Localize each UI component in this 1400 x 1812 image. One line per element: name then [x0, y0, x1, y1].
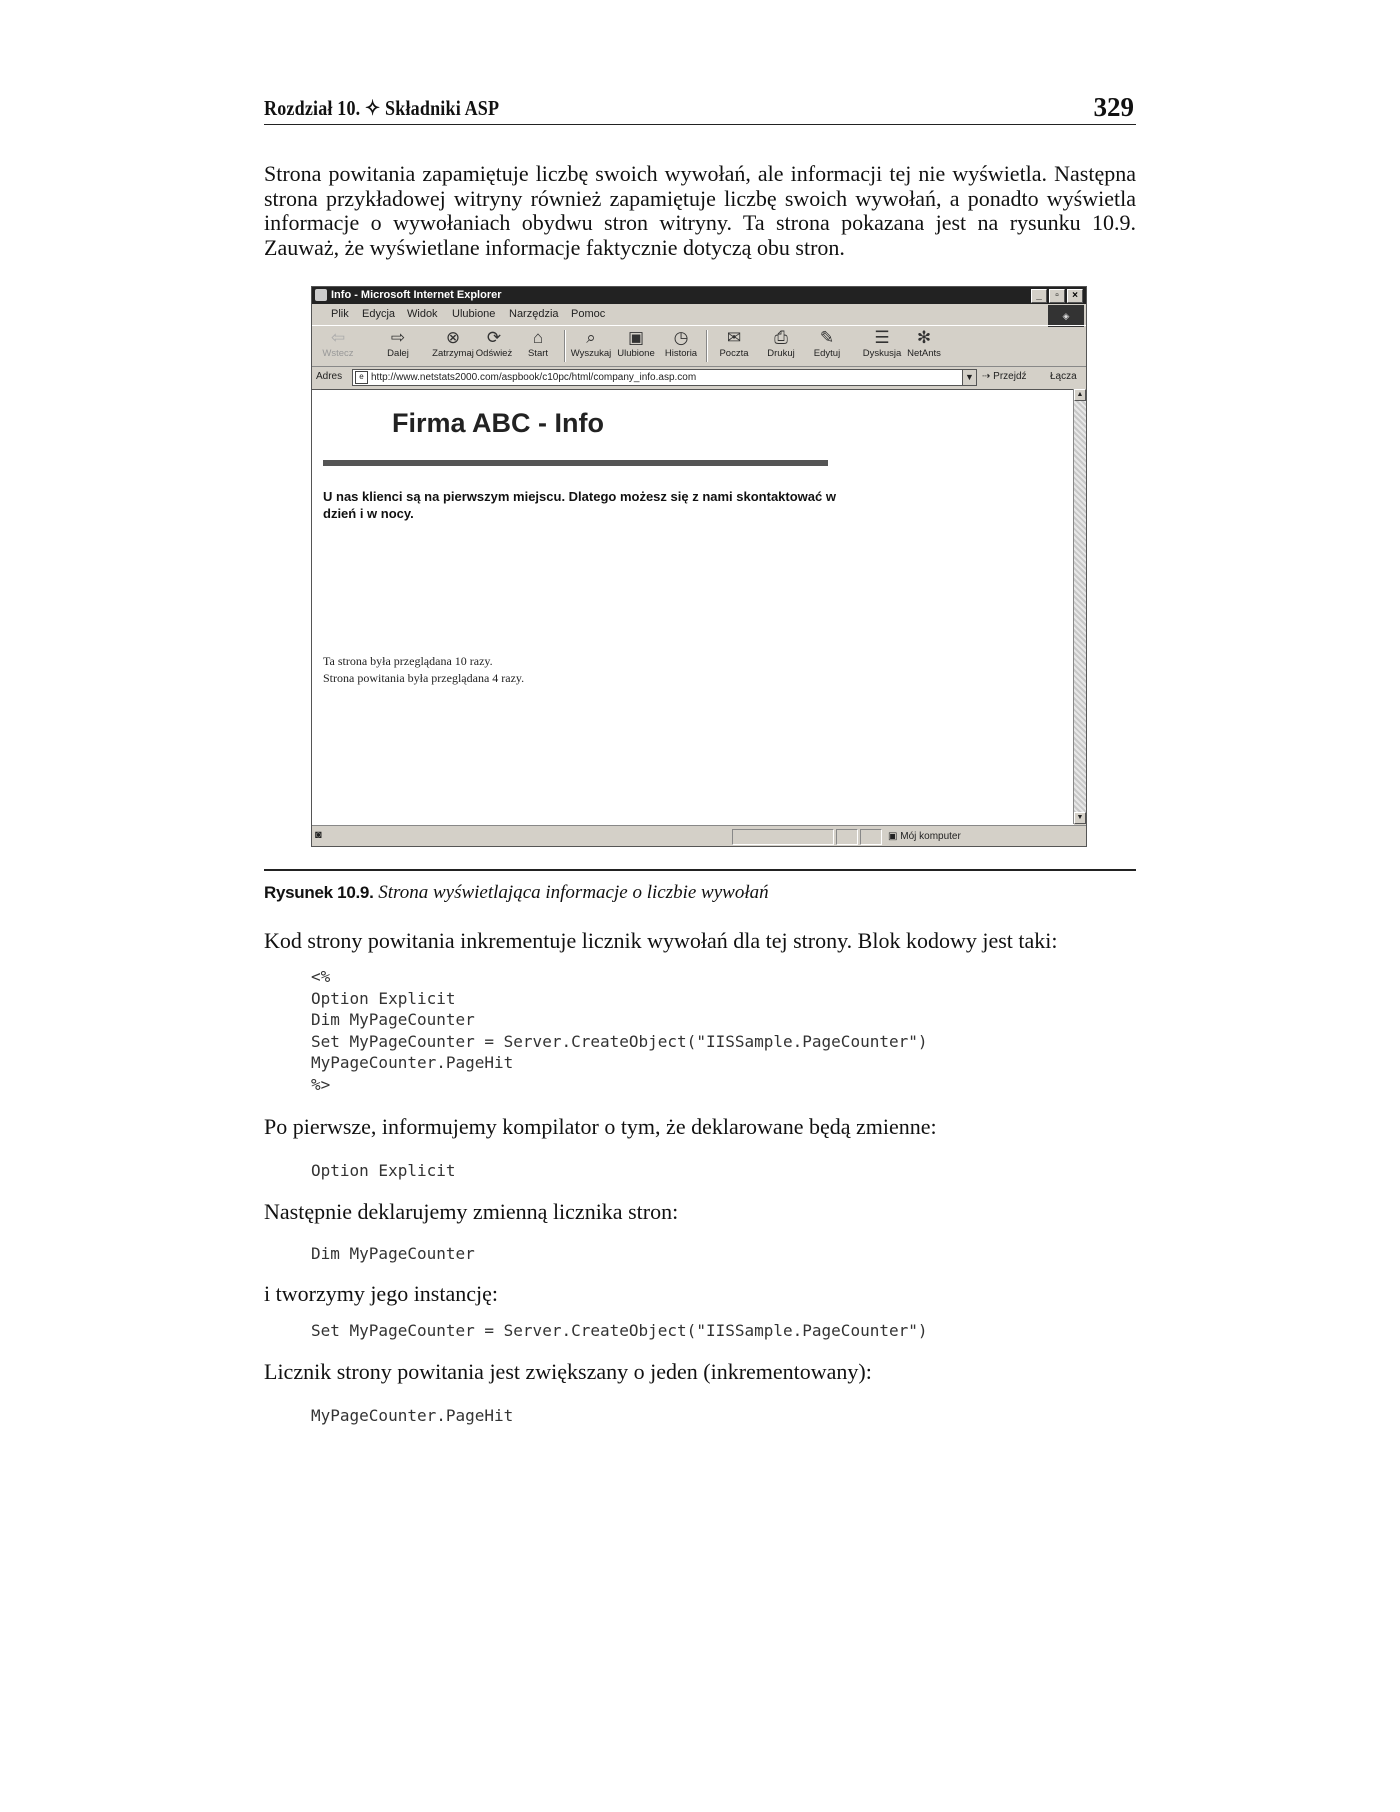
- site-horizontal-rule: [323, 460, 828, 466]
- security-zone: ▣ Mój komputer: [888, 831, 961, 842]
- scroll-up-icon[interactable]: ▲: [1074, 389, 1086, 401]
- figure-caption: [264, 882, 769, 904]
- paragraph-5: i tworzymy jego instancję:: [264, 1281, 498, 1306]
- site-body-text: U nas klienci są na pierwszym miejscu. Dlatego możesz się z nami skontaktować w dzień i w nocy.: [323, 489, 836, 521]
- address-bar: [312, 367, 1086, 387]
- mail-icon: ✉: [726, 328, 742, 347]
- paragraph-6: Licznik strony powitania jest zwiększany o jeden (inkrementowany):: [264, 1359, 872, 1384]
- page-viewport: [312, 389, 1074, 825]
- netants-button[interactable]: ✻ NetAnts: [900, 328, 948, 359]
- window-title: Info - Microsoft Internet Explorer: [331, 289, 502, 301]
- status-cell: [836, 829, 858, 845]
- menu-edycja[interactable]: Edycja: [362, 308, 396, 320]
- menu-plik[interactable]: Plik: [331, 308, 349, 320]
- go-button[interactable]: ⇢ Przejdź: [982, 371, 1027, 382]
- print-button[interactable]: ⎙ Drukuj: [757, 328, 805, 359]
- toolbar-separator: [706, 330, 708, 362]
- menu-widok[interactable]: Widok: [407, 308, 438, 320]
- history-icon: ◷: [673, 328, 689, 347]
- search-button[interactable]: ⌕ Wyszukaj: [567, 328, 615, 359]
- figure-rule: [264, 869, 1136, 871]
- mail-button[interactable]: ✉ Poczta: [710, 328, 758, 359]
- figure-number: Rysunek 10.9.: [264, 883, 374, 902]
- minimize-button[interactable]: _: [1031, 289, 1047, 303]
- status-progress-cell: [732, 829, 834, 845]
- paragraph-3: Po pierwsze, informujemy kompilator o tym, że deklarowane będą zmienne:: [264, 1114, 937, 1139]
- address-input[interactable]: [352, 369, 977, 386]
- scroll-down-icon[interactable]: ▼: [1074, 812, 1086, 824]
- stop-icon: ⊗: [445, 328, 461, 347]
- page-status-icon: ◙: [315, 829, 322, 841]
- home-button[interactable]: ⌂ Start: [514, 328, 562, 359]
- menu-bar: [312, 305, 1086, 323]
- running-head: Rozdział 10. ✧ Składniki ASP: [264, 96, 500, 120]
- favorites-button[interactable]: ▣ Ulubione: [612, 328, 660, 359]
- menu-pomoc[interactable]: Pomoc: [571, 308, 606, 320]
- code-option-explicit: Option Explicit: [311, 1161, 456, 1180]
- netants-icon: ✻: [916, 328, 932, 347]
- code-dim: Dim MyPageCounter: [311, 1244, 475, 1263]
- toolbar-separator: [564, 330, 566, 362]
- maximize-button[interactable]: ▫: [1049, 289, 1065, 303]
- code-pagehit: MyPageCounter.PageHit: [311, 1406, 514, 1425]
- page-counter-text: Ta strona była przeglądana 10 razy.: [323, 654, 493, 668]
- links-button[interactable]: Łącza: [1050, 371, 1077, 382]
- code-set: Set MyPageCounter = Server.CreateObject("IISSample.PageCounter"): [311, 1321, 928, 1340]
- paragraph-4: Następnie deklarujemy zmienną licznika stron:: [264, 1199, 679, 1224]
- menu-narzedzia[interactable]: Narzędzia: [509, 308, 559, 320]
- code-block-1: <% Option Explicit Dim MyPageCounter Set MyPageCounter = Server.CreateObject("IISSample.PageCounter") MyPageCounter.PageHit %>: [311, 967, 928, 1094]
- address-label: Adres: [316, 371, 343, 382]
- back-arrow-icon: ⇦: [330, 328, 346, 347]
- status-cell: [860, 829, 882, 845]
- title-bar[interactable]: [312, 287, 1086, 304]
- forward-arrow-icon: ⇨: [390, 328, 406, 347]
- site-title: Firma ABC - Info: [392, 408, 604, 438]
- refresh-icon: ⟳: [486, 328, 502, 347]
- forward-button[interactable]: ⇨ Dalej: [374, 328, 422, 359]
- edit-icon: ✎: [819, 328, 835, 347]
- menu-ulubione[interactable]: Ulubione: [452, 308, 496, 320]
- stop-button[interactable]: ⊗ Zatrzymaj: [429, 328, 477, 359]
- history-button[interactable]: ◷ Historia: [657, 328, 705, 359]
- refresh-button[interactable]: ⟳ Odśwież: [470, 328, 518, 359]
- page-number: 329: [1093, 92, 1134, 122]
- vertical-scrollbar[interactable]: [1073, 389, 1086, 824]
- page-icon: e: [355, 371, 368, 384]
- throbber-logo: ◈: [1048, 305, 1084, 327]
- figure-caption-text: Strona wyświetlająca informacje o liczbie wywołań: [378, 882, 769, 903]
- back-button[interactable]: ⇦ Wstecz: [314, 328, 362, 359]
- search-icon: ⌕: [586, 328, 596, 347]
- header-rule: [264, 124, 1136, 125]
- chevron-down-icon[interactable]: ▼: [962, 370, 976, 385]
- home-icon: ⌂: [532, 328, 544, 347]
- intro-paragraph: Strona powitania zapamiętuje liczbę swoich wywołań, ale informacji tej nie wyświetla. Następna strona przykładowej witryny również zapamiętuje liczbę swoich wywołań, a ponadto wyświetla informacje o wywołaniach obydwu stron witryny. Ta strona pokazana jest na rysunku 10.9. Zauważ, że wyświetlane informacje faktycznie dotyczą obu stron.: [264, 161, 1136, 260]
- status-bar: [312, 825, 1086, 846]
- close-button[interactable]: ×: [1067, 289, 1083, 303]
- edit-button[interactable]: ✎ Edytuj: [803, 328, 851, 359]
- print-icon: ⎙: [774, 328, 788, 347]
- discuss-icon: ☰: [874, 328, 890, 347]
- browser-window: [311, 286, 1087, 847]
- toolbar: [312, 325, 1086, 367]
- welcome-counter-text: Strona powitania była przeglądana 4 razy.: [323, 671, 525, 685]
- ie-logo-icon: [315, 289, 327, 301]
- favorites-icon: ▣: [627, 328, 645, 347]
- address-url: http://www.netstats2000.com/aspbook/c10pc/html/company_info.asp.com: [371, 372, 697, 383]
- paragraph-2: Kod strony powitania inkrementuje licznik wywołań dla tej strony. Blok kodowy jest taki:: [264, 928, 1058, 953]
- discuss-button[interactable]: ☰ Dyskusja: [858, 328, 906, 359]
